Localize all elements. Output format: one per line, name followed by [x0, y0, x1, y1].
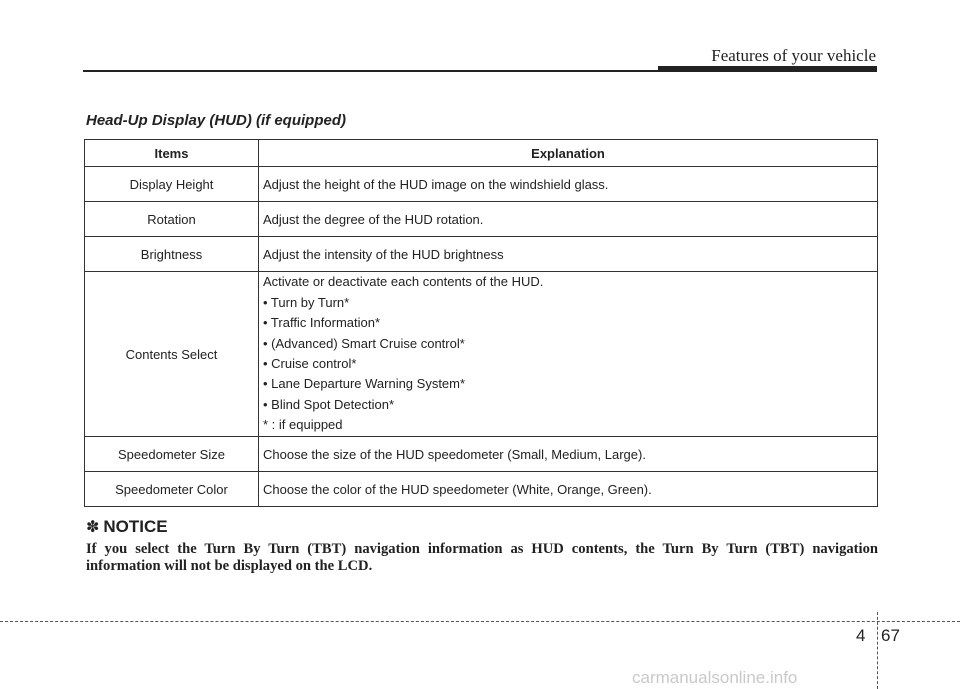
bullet-item: • Cruise control*	[263, 356, 357, 371]
column-header-explanation: Explanation	[259, 140, 878, 167]
footer-vertical-divider	[877, 612, 878, 689]
item-cell: Contents Select	[85, 272, 259, 437]
explanation-cell: Adjust the height of the HUD image on the windshield glass.	[259, 167, 878, 202]
notice-label: NOTICE	[103, 517, 168, 536]
table-header-row	[85, 140, 878, 167]
table-row	[85, 167, 878, 202]
item-cell: Rotation	[85, 202, 259, 237]
bullet-item: • Turn by Turn*	[263, 294, 350, 310]
explanation-cell: Adjust the degree of the HUD rotation.	[259, 202, 878, 237]
item-cell: Brightness	[85, 237, 259, 272]
bullet-item: • Lane Departure Warning System*	[263, 376, 466, 392]
bullet-item: • Traffic Information*	[263, 315, 381, 331]
table-row	[85, 437, 878, 472]
footnote: * : if equipped	[263, 417, 343, 433]
table-row	[85, 237, 878, 272]
item-cell: Speedometer Color	[85, 472, 259, 507]
header-rule	[83, 70, 660, 72]
chapter-number: 4	[856, 626, 866, 645]
table-row	[85, 202, 878, 237]
hud-settings-table	[84, 139, 878, 507]
notice-text: If you select the Turn By Turn (TBT) navigation information as HUD contents, the Turn By Turn (TBT) navigation information will not be displayed on the LCD.	[86, 541, 878, 574]
explanation-cell	[259, 272, 878, 437]
header-bar	[658, 66, 877, 72]
page-number: 67	[881, 626, 900, 645]
hud-heading: Head-Up Display (HUD) (if equipped)	[86, 112, 347, 129]
column-header-items: Items	[85, 140, 259, 167]
table-row	[85, 272, 878, 437]
section-title: Features of your vehicle	[711, 46, 876, 65]
notice-title	[86, 517, 168, 537]
item-cell: Display Height	[85, 167, 259, 202]
notice-mark-icon: ✽	[86, 519, 100, 536]
watermark: carmanualsonline.info	[632, 668, 798, 687]
explanation-cell: Adjust the intensity of the HUD brightness	[259, 237, 878, 272]
bullet-item: • (Advanced) Smart Cruise control*	[263, 335, 465, 351]
explanation-cell: Choose the size of the HUD speedometer (Small, Medium, Large).	[259, 437, 878, 472]
table-row	[85, 472, 878, 507]
footer-divider	[0, 621, 960, 622]
explanation-line: Activate or deactivate each contents of the HUD.	[263, 274, 544, 290]
bullet-item: • Blind Spot Detection*	[263, 396, 395, 412]
explanation-cell: Choose the color of the HUD speedometer (White, Orange, Green).	[259, 472, 878, 507]
item-cell: Speedometer Size	[85, 437, 259, 472]
